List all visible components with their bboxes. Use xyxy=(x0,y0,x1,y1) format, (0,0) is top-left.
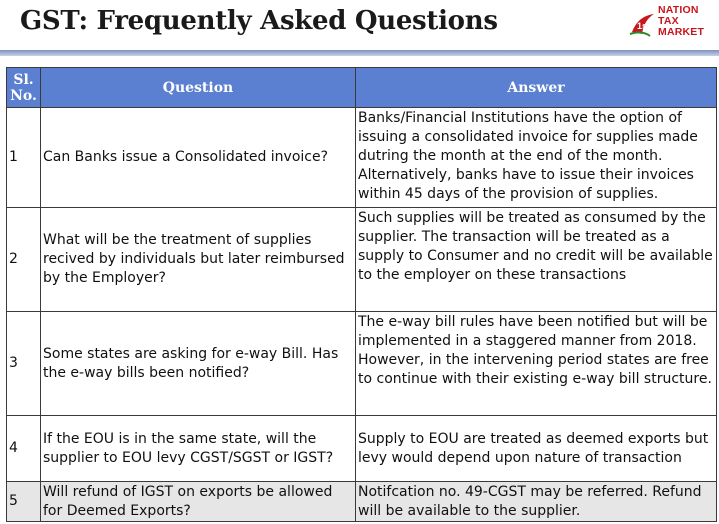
column-header-sl-no: Sl. No. xyxy=(7,68,41,108)
row-number: 4 xyxy=(7,416,41,482)
table-header-row xyxy=(7,68,717,108)
table-row xyxy=(7,312,717,416)
column-header-question: Question xyxy=(41,68,356,108)
table-row xyxy=(7,208,717,312)
table-row xyxy=(7,482,717,522)
question-cell: Can Banks issue a Consolidated invoice? xyxy=(41,108,356,208)
logo-line-2: TAX xyxy=(658,15,679,27)
logo-badge-text: 1st xyxy=(637,21,651,31)
column-header-answer: Answer xyxy=(356,68,717,108)
logo-text xyxy=(658,5,704,38)
faq-table xyxy=(6,67,717,522)
row-number: 2 xyxy=(7,208,41,312)
question-cell: If the EOU is in the same state, will the supplier to EOU levy CGST/SGST or IGST? xyxy=(41,416,356,482)
page-title: GST: Frequently Asked Questions xyxy=(20,6,498,36)
question-cell: Will refund of IGST on exports be allowed for Deemed Exports? xyxy=(41,482,356,522)
nation-tax-market-logo xyxy=(626,4,716,44)
answer-cell: Supply to EOU are treated as deemed exports but levy would depend upon nature of transaction xyxy=(356,416,717,482)
answer-cell: The e-way bill rules have been notified but will be implemented in a staggered manner from 2018. However, in the intervening period states are free to continue with their existing e-way bill structure. xyxy=(356,312,717,416)
question-cell: What will be the treatment of supplies recived by individuals but later reimbursed by the Employer? xyxy=(41,208,356,312)
answer-cell: Notifcation no. 49-CGST may be referred. Refund will be available to the supplier. xyxy=(356,482,717,522)
answer-cell: Banks/Financial Institutions have the option of issuing a consolidated invoice for supplies made dutring the month at the end of the month. Alternatively, banks have to issue their invoices within 45 days of the provision of supplies. xyxy=(356,108,717,208)
row-number: 5 xyxy=(7,482,41,522)
logo-line-1: NATION xyxy=(658,4,699,16)
row-number: 3 xyxy=(7,312,41,416)
logo-line-3: MARKET xyxy=(658,26,705,38)
row-number: 1 xyxy=(7,108,41,208)
logo-badge-icon xyxy=(628,10,658,40)
table-row xyxy=(7,416,717,482)
question-cell: Some states are asking for e-way Bill. Has the e-way bills been notified? xyxy=(41,312,356,416)
answer-cell: Such supplies will be treated as consumed by the supplier. The transaction will be treated as a supply to Consumer and no credit will be available to the employer on these transactions xyxy=(356,208,717,312)
table-row xyxy=(7,108,717,208)
title-divider xyxy=(0,50,719,56)
